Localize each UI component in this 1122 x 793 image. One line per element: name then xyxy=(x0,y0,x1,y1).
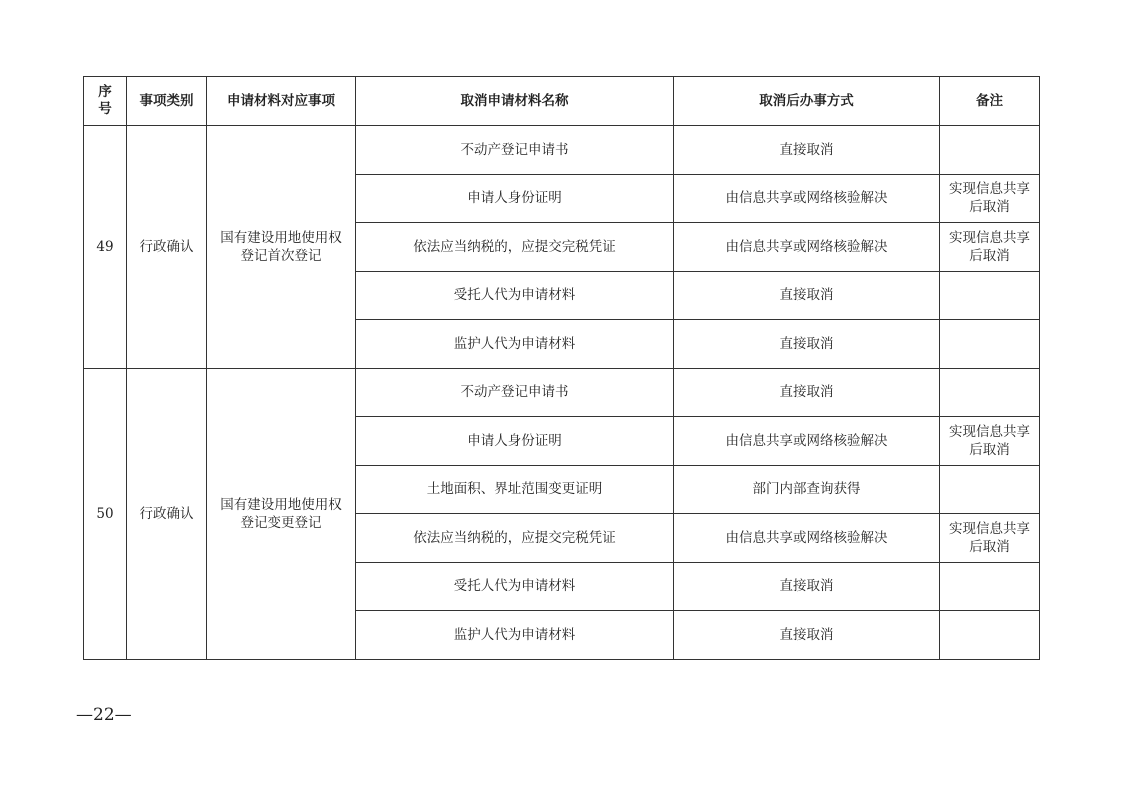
cell-method: 由信息共享或网络核验解决 xyxy=(674,174,940,223)
cell-matter-line1: 国有建设用地使用权 xyxy=(220,496,342,513)
cell-remark-line1: 实现信息共享 xyxy=(949,520,1030,537)
cell-matter xyxy=(207,126,356,369)
cell-seq: 49 xyxy=(84,126,127,369)
cell-material: 土地面积、界址范围变更证明 xyxy=(356,465,674,514)
cell-material: 依法应当纳税的，应提交完税凭证 xyxy=(356,223,674,272)
table-row xyxy=(84,126,1040,175)
cancelled-materials-table xyxy=(83,76,1040,660)
cell-remark xyxy=(940,126,1040,175)
cell-matter-line1: 国有建设用地使用权 xyxy=(220,229,342,246)
cell-matter xyxy=(207,368,356,659)
cell-remark xyxy=(940,514,1040,563)
cell-method: 直接取消 xyxy=(674,562,940,611)
cell-remark xyxy=(940,562,1040,611)
header-method: 取消后办事方式 xyxy=(674,77,940,126)
header-seq-char2: 号 xyxy=(98,101,112,117)
cell-material: 不动产登记申请书 xyxy=(356,126,674,175)
page-number: —22— xyxy=(76,705,132,725)
cell-remark xyxy=(940,611,1040,660)
cell-remark xyxy=(940,368,1040,417)
table-row xyxy=(84,368,1040,417)
cell-remark-line2: 后取消 xyxy=(969,199,1010,216)
cell-matter-line2: 登记首次登记 xyxy=(240,247,322,264)
cell-material: 受托人代为申请材料 xyxy=(356,562,674,611)
cell-material: 监护人代为申请材料 xyxy=(356,611,674,660)
cell-matter-line2: 登记变更登记 xyxy=(240,514,322,531)
header-material: 取消申请材料名称 xyxy=(356,77,674,126)
header-matter: 申请材料对应事项 xyxy=(207,77,356,126)
header-remark: 备注 xyxy=(940,77,1040,126)
cell-remark-line1: 实现信息共享 xyxy=(949,181,1030,198)
header-seq xyxy=(84,77,127,126)
cell-remark-line2: 后取消 xyxy=(969,441,1010,458)
header-category: 事项类别 xyxy=(127,77,207,126)
cell-method: 部门内部查询获得 xyxy=(674,465,940,514)
cell-method: 直接取消 xyxy=(674,320,940,369)
cell-remark-line2: 后取消 xyxy=(969,247,1010,264)
table-header-row xyxy=(84,77,1040,126)
cell-method: 直接取消 xyxy=(674,611,940,660)
cell-method: 由信息共享或网络核验解决 xyxy=(674,417,940,466)
cell-method: 由信息共享或网络核验解决 xyxy=(674,223,940,272)
cell-material: 申请人身份证明 xyxy=(356,417,674,466)
cell-remark xyxy=(940,174,1040,223)
cell-method: 直接取消 xyxy=(674,126,940,175)
header-seq-char1: 序 xyxy=(98,84,112,100)
cell-material: 受托人代为申请材料 xyxy=(356,271,674,320)
cell-remark-line1: 实现信息共享 xyxy=(949,229,1030,246)
cell-remark xyxy=(940,271,1040,320)
cell-material: 不动产登记申请书 xyxy=(356,368,674,417)
cell-remark xyxy=(940,417,1040,466)
cell-remark xyxy=(940,465,1040,514)
cell-method: 由信息共享或网络核验解决 xyxy=(674,514,940,563)
cell-remark xyxy=(940,223,1040,272)
cell-material: 依法应当纳税的，应提交完税凭证 xyxy=(356,514,674,563)
cell-seq: 50 xyxy=(84,368,127,659)
cell-material: 监护人代为申请材料 xyxy=(356,320,674,369)
cell-remark-line1: 实现信息共享 xyxy=(949,423,1030,440)
cell-method: 直接取消 xyxy=(674,368,940,417)
cell-remark-line2: 后取消 xyxy=(969,538,1010,555)
cell-material: 申请人身份证明 xyxy=(356,174,674,223)
cell-remark xyxy=(940,320,1040,369)
cell-category: 行政确认 xyxy=(127,368,207,659)
cell-method: 直接取消 xyxy=(674,271,940,320)
table-body xyxy=(84,126,1040,660)
cell-category: 行政确认 xyxy=(127,126,207,369)
